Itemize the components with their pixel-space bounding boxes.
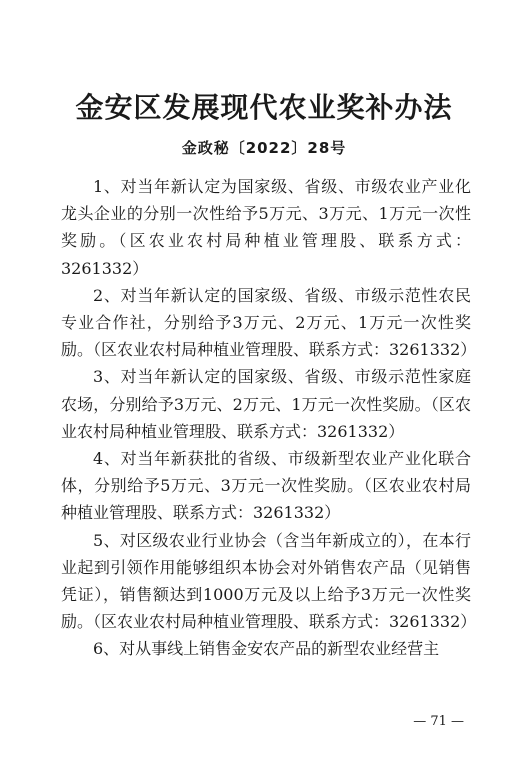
document-number: 金政秘〔2022〕28号 bbox=[181, 139, 347, 157]
paragraph-1: 1、对当年新认定为国家级、省级、市级农业产业化龙头企业的分别一次性给予5万元、3万元、1万元一次性奖励。（区农业农村局种植业管理股、联系方式：3261332） bbox=[61, 177, 471, 278]
document-title: 金安区发展现代农业奖补办法 bbox=[75, 91, 453, 124]
paragraph-4: 4、对当年新获批的省级、市级新型农业产业化联合体，分别给予5万元、3万元一次性奖励。（区农业农村局种植业管理股、联系方式：3261332） bbox=[61, 449, 471, 523]
page-number: — 71 — bbox=[413, 714, 464, 729]
document-body bbox=[61, 173, 477, 663]
paragraph-6: 6、对从事线上销售金安农产品的新型农业经营主 bbox=[93, 639, 440, 659]
paragraph-3: 3、对当年新认定的国家级、省级、市级示范性家庭农场，分别给予3万元、2万元、1万元一次性奖励。（区农业农村局种植业管理股、联系方式：3261332） bbox=[61, 367, 471, 441]
paragraph-2: 2、对当年新认定的国家级、省级、市级示范性农民专业合作社，分别给予3万元、2万元、1万元一次性奖励。（区农业农村局种植业管理股、联系方式：3261332） bbox=[61, 285, 477, 360]
paragraph-5: 5、对区级农业行业协会（含当年新成立的），在本行业起到引领作用能够组织本协会对外销售农产品（见销售凭证），销售额达到1000万元及以上给予3万元一次性奖励。（区农业农村局种植业管理股、联系方式：3261332） bbox=[61, 530, 477, 632]
